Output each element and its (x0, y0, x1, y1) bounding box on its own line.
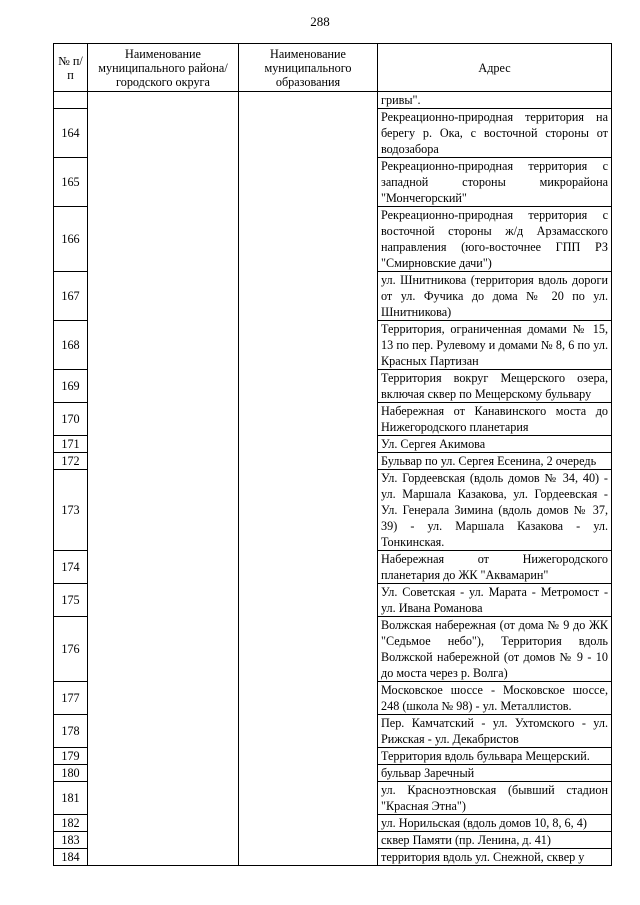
page-number: 288 (310, 14, 330, 29)
row-number: 179 (54, 748, 88, 765)
address-cell: Ул. Сергея Акимова (378, 436, 612, 453)
row-number: 168 (54, 321, 88, 370)
row-number: 172 (54, 453, 88, 470)
header-num: № п/п (54, 44, 88, 92)
address-cell: Московское шоссе - Московское шоссе, 248 (школа № 98) - ул. Металлистов. (378, 682, 612, 715)
address-cell: Территория вокруг Мещерского озера, включая сквер по Мещерскому бульвару (378, 370, 612, 403)
address-cell: ул. Норильская (вдоль домов 10, 8, 6, 4) (378, 815, 612, 832)
address-cell: бульвар Заречный (378, 765, 612, 782)
row-number: 180 (54, 765, 88, 782)
row-number: 166 (54, 207, 88, 272)
address-cell: Набережная от Нижегородского планетария до ЖК "Аквамарин" (378, 551, 612, 584)
row-number (54, 92, 88, 109)
row-number: 183 (54, 832, 88, 849)
address-cell: сквер Памяти (пр. Ленина, д. 41) (378, 832, 612, 849)
row-number: 167 (54, 272, 88, 321)
row-number: 178 (54, 715, 88, 748)
row-number: 177 (54, 682, 88, 715)
row-number: 182 (54, 815, 88, 832)
address-cell: Бульвар по ул. Сергея Есенина, 2 очередь (378, 453, 612, 470)
table-body (54, 92, 612, 866)
district-cell (88, 92, 239, 866)
table-row (54, 92, 612, 109)
address-cell: Территория, ограниченная домами № 15, 13 по пер. Рулевому и домами № 8, 6 по ул. Красных Партизан (378, 321, 612, 370)
address-cell: Волжская набережная (от дома № 9 до ЖК "Седьмое небо"), Территория вдоль Волжской набережной (от домов № 9 - 10 до моста через р. Волга) (378, 617, 612, 682)
addresses-table (53, 43, 612, 866)
address-cell: Пер. Камчатский - ул. Ухтомского - ул. Рижская - ул. Декабристов (378, 715, 612, 748)
address-cell: Рекреационно-природная территория с восточной стороны ж/д Арзамасского направления (юго-восточнее ГПП РЗ "Смирновские дачи") (378, 207, 612, 272)
header-municipality: Наименование муниципального образования (239, 44, 378, 92)
municipality-cell (239, 92, 378, 866)
address-cell: территория вдоль ул. Снежной, сквер у (378, 849, 612, 866)
row-number: 169 (54, 370, 88, 403)
row-number: 170 (54, 403, 88, 436)
address-cell: Ул. Советская - ул. Марата - Метромост - ул. Ивана Романова (378, 584, 612, 617)
row-number: 181 (54, 782, 88, 815)
row-number: 164 (54, 109, 88, 158)
row-number: 175 (54, 584, 88, 617)
row-number: 184 (54, 849, 88, 866)
row-number: 176 (54, 617, 88, 682)
header-district: Наименование муниципального района/ городского округа (88, 44, 239, 92)
header-address: Адрес (378, 44, 612, 92)
row-number: 171 (54, 436, 88, 453)
address-cell: Рекреационно-природная территория с западной стороны микрорайона "Мончегорский" (378, 158, 612, 207)
table-header-row (54, 44, 612, 92)
row-number: 165 (54, 158, 88, 207)
address-cell: Набережная от Канавинского моста до Нижегородского планетария (378, 403, 612, 436)
address-cell: Рекреационно-природная территория на берегу р. Ока, с восточной стороны от водозабора (378, 109, 612, 158)
address-cell: Ул. Гордеевская (вдоль домов № 34, 40) - ул. Маршала Казакова, ул. Гордеевская - Ул. Генерала Зимина (вдоль домов № 37, 39) - ул. Маршала Казакова - ул. Тонкинская. (378, 470, 612, 551)
row-number: 173 (54, 470, 88, 551)
address-cell: Территория вдоль бульвара Мещерский. (378, 748, 612, 765)
address-cell: ул. Красноэтновская (бывший стадион "Красная Этна") (378, 782, 612, 815)
address-cell: гривы". (378, 92, 612, 109)
address-cell: ул. Шнитникова (территория вдоль дороги от ул. Фучика до дома № 20 по ул. Шнитникова) (378, 272, 612, 321)
row-number: 174 (54, 551, 88, 584)
